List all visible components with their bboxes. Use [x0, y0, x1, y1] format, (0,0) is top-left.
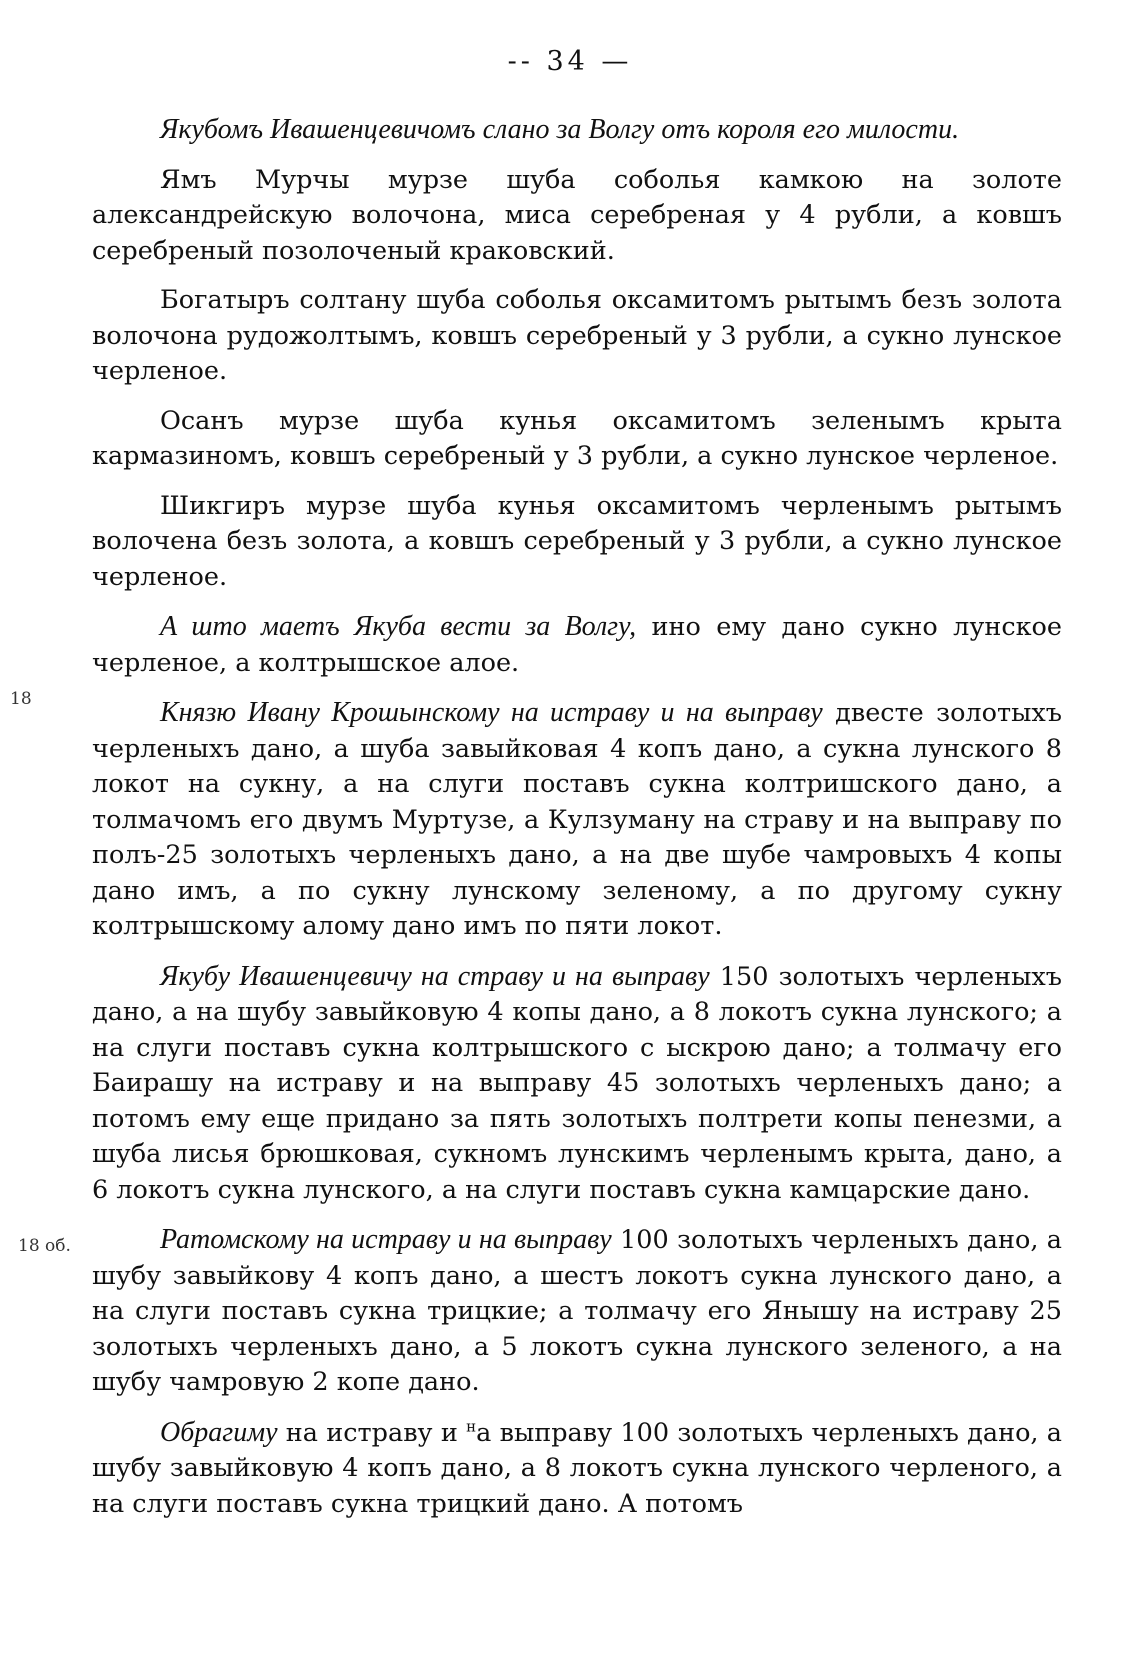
paragraph-lead-italic: Князю Ивану Крошынскому на истраву и на выправу: [160, 697, 823, 728]
paragraph-text: на истраву и: [277, 1417, 467, 1448]
paragraph: Осанъ мурзе шуба кунья оксамитомъ зеленымъ крыта кармазиномъ, ковшъ серебреный у 3 рубли, а сукно лунское черленое.: [92, 405, 1062, 471]
paragraph-text: 100 золотыхъ черленыхъ дано, а шубу завыйкову 4 копъ дано, а шестъ локотъ сукна лунского дано, а на слуги поставъ сукна трицкие; а толмачу его Янышу на истраву 25 золотыхъ черленыхъ дано, а 5 локотъ сукна лунского зеленого, а на шубу чамровую 2 копе дано.: [92, 1225, 1062, 1397]
paragraph: Шикгиръ мурзе шуба кунья оксамитомъ черленымъ рытымъ волочена безъ золота, а ковшъ серебреный у 3 рубли, а сукно лунское черленое.: [92, 490, 1062, 592]
paragraph-lead-italic: Обрагиму: [160, 1416, 278, 1448]
paragraph-text: двесте золотыхъ черленыхъ дано, а шуба завыйковая 4 копъ дано, а сукна лунского 8 локот на сукну, а на слуги поставъ сукна колтришского дано, а толмачомъ его двумъ Муртузе, а Кулзуману на страву и на выправу по полъ-25 золотыхъ черленыхъ дано, а на две шубе чамровыхъ 4 копы дано имъ, а по сукну лунскому зеленому, а по другому сукну колтрышскому алому дано имъ по пяти локот.: [92, 698, 1062, 941]
paragraph: [92, 695, 1062, 945]
paragraph: [92, 959, 1062, 1209]
paragraph-lead-italic: Якубу Ивашенцевичу на страву и на выправу: [160, 960, 710, 992]
page-number: -- 34 —: [507, 46, 633, 77]
paragraph: Богатыръ солтану шуба соболья оксамитомъ рытымъ безъ золота волочона рудожолтымъ, ковшъ серебреный у 3 рубли, а сукно лунское черленое.: [92, 285, 1062, 386]
paragraph: [92, 609, 1062, 681]
paragraph: [92, 1222, 1062, 1401]
paragraph: Ямъ Мурчы мурзе шуба соболья камкою на золоте александрейскую волочона, миса серебреная у 4 рубли, а ковшъ серебреный позолоченый краковский.: [92, 164, 1062, 266]
heading-text: Якубомъ Ивашенцевичомъ слано за Волгу отъ короля его милости.: [160, 114, 960, 145]
margin-note-folio-verso: 18 об.: [18, 1236, 71, 1256]
paragraph-text: ино ему дано сукно лунское черленое, а колтрышское алое.: [92, 612, 1062, 678]
paragraph: [92, 1415, 1062, 1523]
document-body: [92, 112, 1062, 1536]
paragraph-lead-italic: А што маетъ Якуба вести за Волгу,: [160, 611, 637, 642]
paragraph-lead-italic: Ратомскому на истраву и на выправу: [160, 1224, 612, 1255]
paragraph-text: 150 золотыхъ черленыхъ дано, а на шубу завыйковую 4 копы дано, а 8 локотъ сукна лунского; а на слуги поставъ сукна колтрышского с ыскрою дано; а толмачу его Баирашу на истраву и на выправу 45 золотыхъ черленыхъ дано; а потомъ ему еще придано за пять золотыхъ полтрети копы пенезми, а шуба лисья брюшковая, сукномъ лунскимъ черленымъ крыта, дано, а 6 локотъ сукна лунского, а на слуги поставъ сукна камцарские дано.: [92, 961, 1062, 1205]
margin-note-folio: 18: [10, 689, 32, 709]
paragraph-text: а выправу 100 золотыхъ черленыхъ дано, а шубу завыйковую 4 копъ дано, а 8 локотъ сукна лунского черленого, а на слуги поставъ сукна трицкий дано. А потомъ: [92, 1417, 1063, 1519]
superscript-letter: н: [466, 1417, 477, 1435]
section-heading: [92, 112, 1062, 149]
